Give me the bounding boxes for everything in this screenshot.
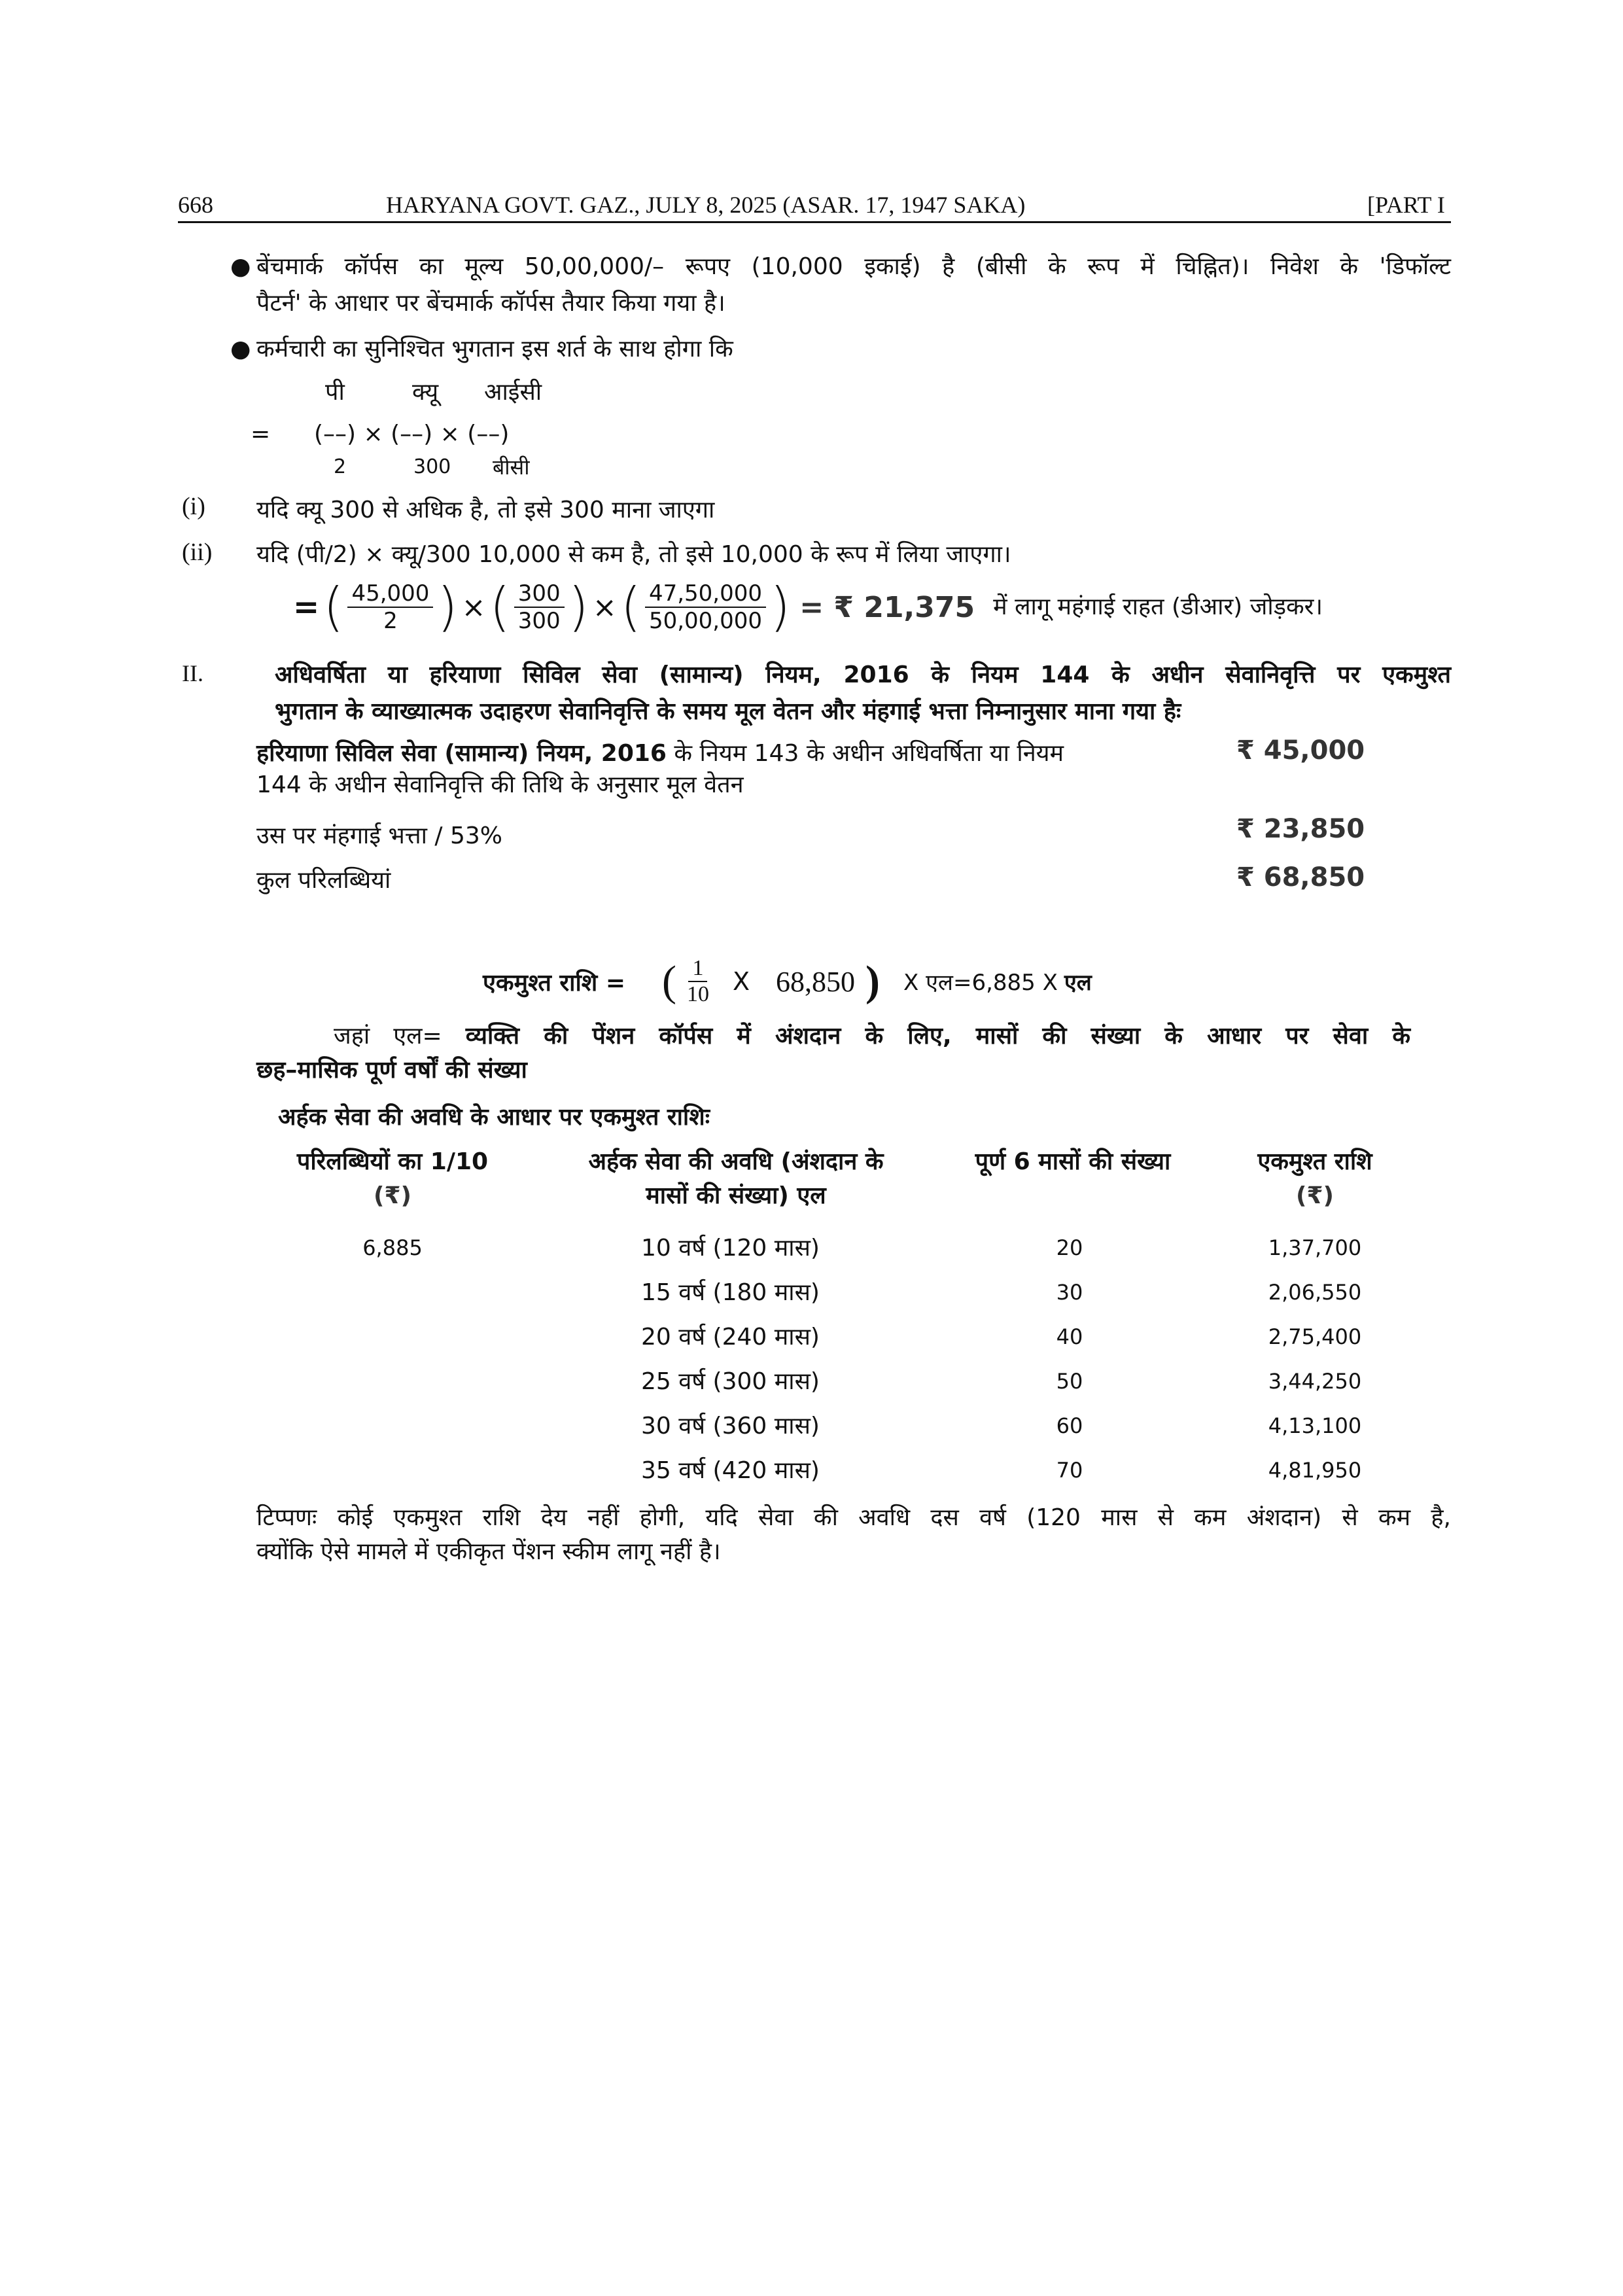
paren-open: ( [620, 576, 641, 637]
row-amount: 1,37,700 [1268, 1235, 1362, 1260]
formula-top-ic: आईसी [484, 379, 542, 406]
bullet-1-line-2: पैटर्न' के आधार पर बेंचमार्क कॉर्पस तैयार किया गया है। [256, 290, 725, 317]
lumpsum-fraction-den: 10 [686, 982, 709, 1006]
note-line-2: क्योंकि ऐसे मामले में एकीकृत पेंशन स्कीम लागू नहीं है। [256, 1538, 721, 1565]
section-2-label: II. [182, 660, 203, 686]
fraction-3 [645, 580, 766, 634]
col2-header-l2: मासों की संख्या) एल [646, 1182, 826, 1209]
fraction-2-num: 300 [514, 580, 565, 608]
fraction-1-den: 2 [383, 608, 398, 634]
condition-ii-text: यदि (पी/2) × क्यू/300 10,000 से कम है, तो इसे 10,000 के रूप में लिया जाएगा। [256, 541, 1011, 568]
col1-header: परिलब्धियों का 1/10 [296, 1148, 489, 1175]
formula-2-suffix: में लागू महंगाई राहत (डीआर) जोड़कर। [993, 593, 1323, 620]
total-amount: ₹ 68,850 [1236, 862, 1365, 892]
row-period: 25 वर्ष (300 मास) [641, 1368, 820, 1395]
col4-unit: (₹) [1296, 1182, 1334, 1209]
part-label: [PART I [1367, 192, 1445, 218]
bullet-1-line-1: बेंचमार्क कॉर्पस का मूल्य 50,00,000/– रूपए (10,000 इकाई) है (बीसी के रूप में चिह्नित)। निवेश के 'डिफॉल्ट [256, 253, 1451, 280]
condition-ii-label: (ii) [182, 539, 213, 566]
lumpsum-tail: X एल=6,885 X [903, 970, 1058, 996]
lumpsum-formula [483, 949, 1092, 1014]
paren-close: ) [437, 576, 458, 637]
col1-unit: (₹) [374, 1182, 411, 1209]
row-count: 60 [1056, 1413, 1083, 1438]
times-symbol: X [732, 967, 750, 996]
page-number: 668 [178, 192, 213, 218]
row-amount: 2,06,550 [1268, 1280, 1362, 1305]
section-2-heading-line-2: भुगतान के व्याख्यात्मक उदाहरण सेवानिवृत्ति के समय मूल वेतन और मंहगाई भत्ता निम्नानुसार माना गया हैः [275, 698, 1181, 725]
total-label: कुल परिलब्धियां [256, 867, 391, 894]
row-count: 20 [1056, 1235, 1083, 1260]
bullet-dot: ● [230, 336, 251, 362]
row-period: 20 वर्ष (240 मास) [641, 1324, 820, 1351]
formula-top-p: पी [325, 379, 345, 406]
basic-pay-rule: हरियाणा सिविल सेवा (सामान्य) नियम, 2016 [256, 740, 667, 767]
gazette-title: HARYANA GOVT. GAZ., JULY 8, 2025 (ASAR. 17, 1947 SAKA) [386, 192, 1026, 218]
note-line-1: टिप्पणः कोई एकमुश्त राशि देय नहीं होगी, यदि सेवा की अवधि दस वर्ष (120 मास से कम अंशदान) से कम है, [256, 1504, 1451, 1531]
table-header-period [559, 1145, 913, 1213]
formula-2-equals: = [293, 589, 320, 626]
header-rule [178, 221, 1451, 223]
basic-pay-rest: के नियम 143 के अधीन अधिवर्षिता या नियम [666, 740, 1064, 767]
formula-top-q: क्यू [412, 379, 439, 406]
table-header-emoluments [255, 1145, 530, 1213]
table-header-amount [1230, 1145, 1400, 1213]
lumpsum-value: 68,850 [776, 965, 856, 998]
formula-bottom-300: 300 [413, 455, 451, 478]
col2-header-l1: अर्हक सेवा की अवधि (अंशदान के [588, 1148, 884, 1175]
times-symbol: × [592, 590, 617, 624]
fraction-3-num: 47,50,000 [645, 580, 766, 608]
table-header-count: पूर्ण 6 मासों की संख्या [975, 1148, 1171, 1175]
section-2-heading-line-1: अधिवर्षिता या हरियाणा सिविल सेवा (सामान्य) नियम, 2016 के नियम 144 के अधीन सेवानिवृत्ति पर एकमुश्त [275, 662, 1451, 688]
fraction-3-den: 50,00,000 [648, 608, 762, 634]
formula-2-result: = ₹ 21,375 [799, 590, 975, 624]
times-symbol: × [461, 590, 486, 624]
condition-i-label: (i) [182, 493, 205, 520]
row-period: 30 वर्ष (360 मास) [641, 1413, 820, 1439]
fraction-2 [514, 580, 565, 634]
fraction-1 [347, 580, 433, 634]
where-line-2: छह–मासिक पूर्ण वर्षों की संख्या [256, 1057, 527, 1084]
paren-close: ) [769, 576, 791, 637]
row-count: 30 [1056, 1280, 1083, 1305]
bullet-dot: ● [230, 253, 251, 280]
bullet-2: कर्मचारी का सुनिश्चित भुगतान इस शर्त के साथ होगा कि [256, 336, 733, 362]
formula-bottom-bc: बीसी [493, 455, 530, 480]
where-plain: जहां एल= [334, 1023, 442, 1050]
lumpsum-fraction-num: 1 [688, 956, 707, 982]
paren-open: ( [489, 576, 510, 637]
where-bold: व्यक्ति की पेंशन कॉर्पस में अंशदान के लिए, मासों की संख्या के आधार पर सेवा के [465, 1023, 1410, 1050]
col4-header: एकमुश्त राशि [1257, 1148, 1372, 1175]
row-count: 70 [1056, 1458, 1083, 1483]
formula-expression: (––) × (––) × (––) [314, 421, 510, 448]
paren-open: ( [662, 957, 676, 1005]
row-period: 15 वर्ष (180 मास) [641, 1279, 820, 1306]
condition-i-text: यदि क्यू 300 से अधिक है, तो इसे 300 माना जाएगा [256, 497, 715, 523]
row-period: 10 वर्ष (120 मास) [641, 1235, 820, 1262]
lumpsum-label: एकमुश्त राशि = [483, 969, 625, 997]
lumpsum-fraction [687, 956, 709, 1007]
basic-pay-line-2: 144 के अधीन सेवानिवृत्ति की तिथि के अनुसार मूल वेतन [256, 771, 744, 798]
da-amount: ₹ 23,850 [1236, 814, 1365, 844]
paren-close: ) [865, 957, 881, 1005]
da-label: उस पर मंहगाई भत्ता / 53% [256, 822, 503, 849]
formula-2 [293, 576, 1323, 639]
lumpsum-tail-l: एल [1064, 970, 1092, 996]
formula-bottom-2: 2 [334, 455, 347, 478]
emolument-value: 6,885 [362, 1235, 423, 1260]
row-count: 50 [1056, 1369, 1083, 1394]
row-count: 40 [1056, 1324, 1083, 1349]
row-amount: 3,44,250 [1268, 1369, 1362, 1394]
formula-equals: = [251, 421, 271, 448]
row-amount: 4,13,100 [1268, 1413, 1362, 1438]
row-period: 35 वर्ष (420 मास) [641, 1457, 820, 1484]
where-line-1 [334, 1018, 1410, 1055]
row-amount: 4,81,950 [1268, 1458, 1362, 1483]
paren-close: ) [568, 576, 589, 637]
fraction-2-den: 300 [517, 608, 561, 634]
basic-pay-amount: ₹ 45,000 [1236, 735, 1365, 766]
table-caption: अर्हक सेवा की अवधि के आधार पर एकमुश्त राशिः [278, 1104, 710, 1131]
row-amount: 2,75,400 [1268, 1324, 1362, 1349]
paren-open: ( [323, 576, 344, 637]
fraction-1-num: 45,000 [347, 580, 433, 608]
